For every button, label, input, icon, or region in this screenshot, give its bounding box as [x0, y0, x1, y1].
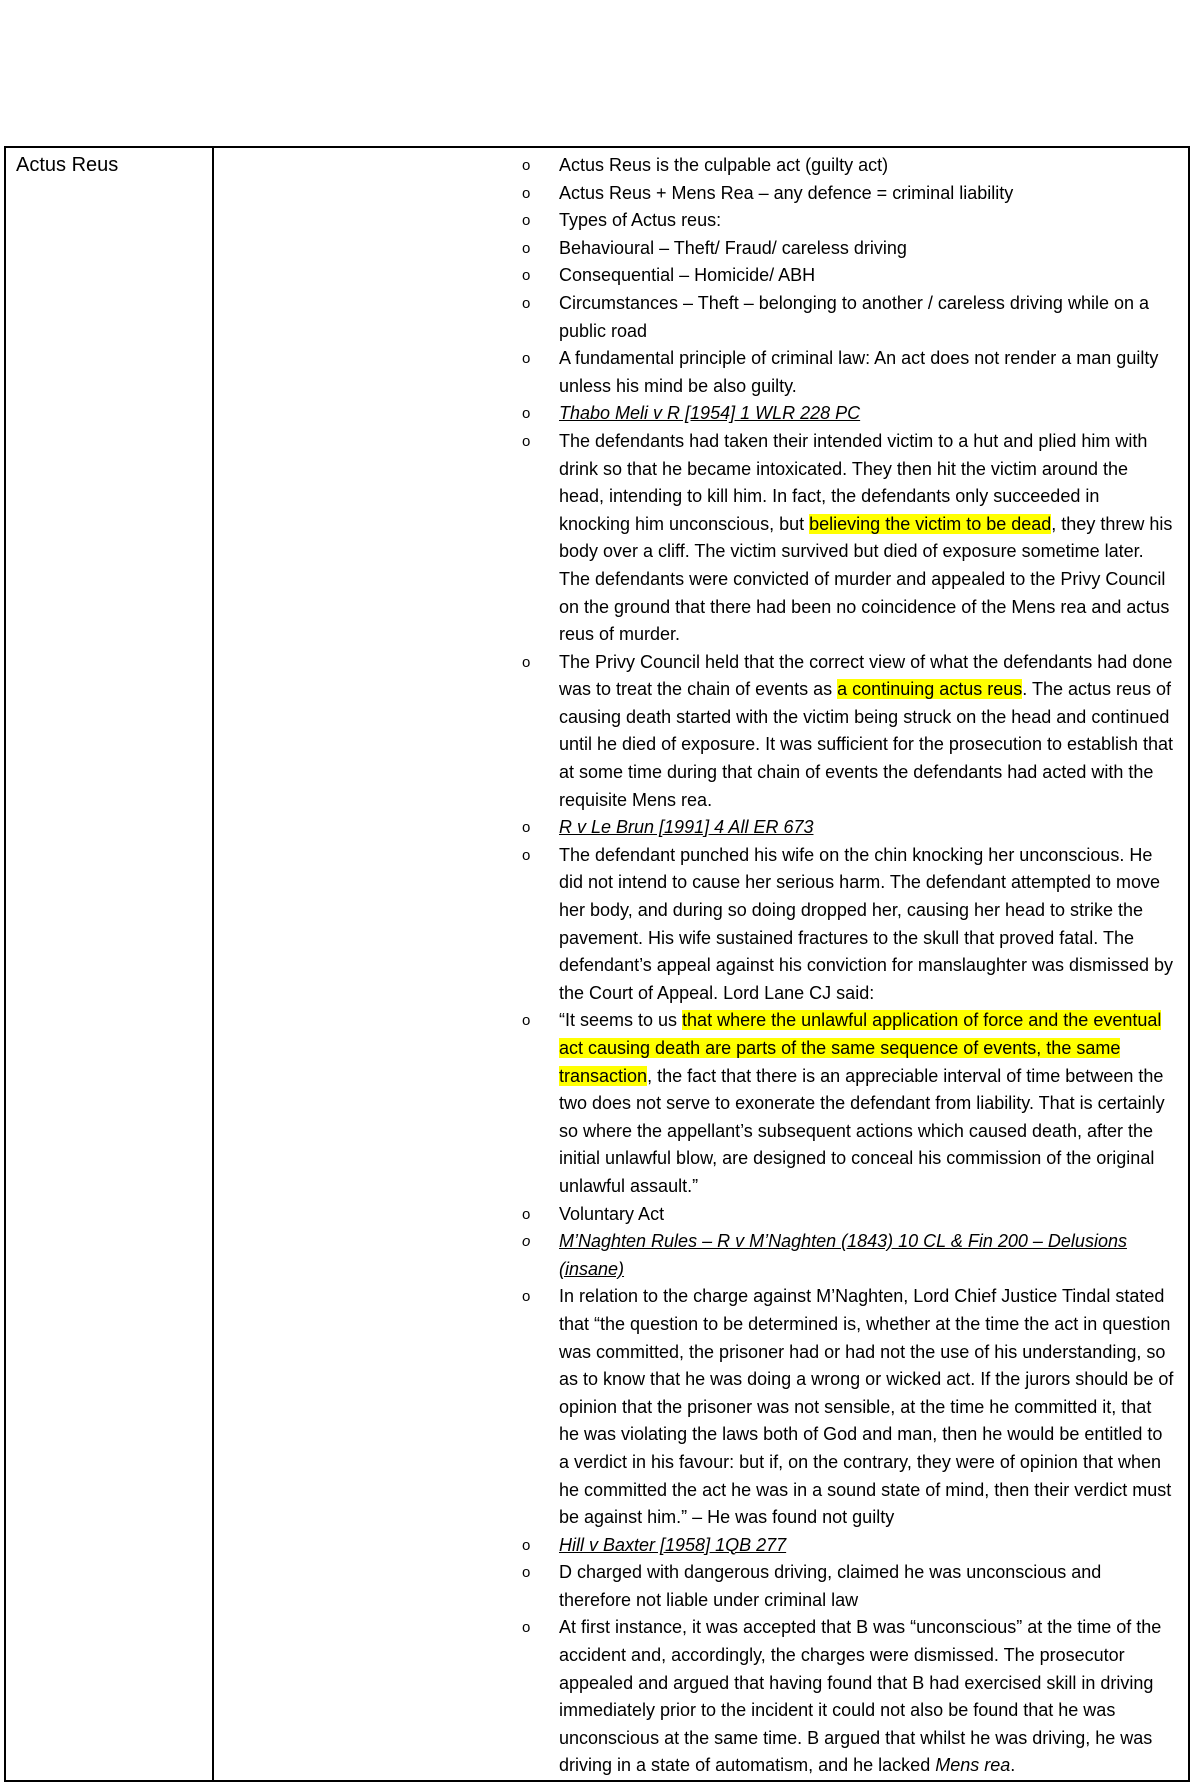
list-item: [214, 1614, 1174, 1780]
bullet-icon: o: [522, 157, 531, 174]
list-item: [214, 152, 1174, 180]
bullet-icon: o: [522, 819, 531, 837]
case-citation: M’Naghten Rules – R v M’Naghten (1843) 10 CL & Fin 200 – Delusions (insane): [559, 1231, 1127, 1279]
case-citation: R v Le Brun [1991] 4 All ER 673: [559, 817, 814, 838]
highlighted-text: believing the victim to be dead: [809, 513, 1052, 534]
list-item: [214, 1283, 1174, 1531]
item-text: Types of Actus reus:: [559, 210, 722, 231]
bullet-icon: o: [522, 239, 531, 257]
highlighted-text: a continuing actus reus: [837, 679, 1023, 700]
bullet-icon: o: [522, 267, 531, 285]
item-text: Actus Reus + Mens Rea – any defence = criminal liability: [559, 182, 1014, 203]
notes-table: [4, 146, 1190, 1782]
list-item: [214, 207, 1174, 235]
term-label: Actus Reus: [16, 154, 119, 176]
item-text: “It seems to us: [559, 1010, 683, 1031]
bullet-icon: o: [522, 1288, 531, 1306]
bullet-icon: o: [522, 1536, 531, 1554]
case-citation: Hill v Baxter [1958] 1QB 277: [559, 1534, 787, 1555]
case-citation: Thabo Meli v R [1954] 1 WLR 228 PC: [559, 403, 861, 424]
bullet-icon: o: [522, 432, 531, 450]
list-item: [214, 1007, 1174, 1200]
case-citation-item: [214, 1532, 1174, 1560]
table-row: [5, 147, 1189, 1781]
bullet-icon: o: [522, 294, 531, 312]
bullet-icon: o: [522, 1564, 531, 1582]
bullet-icon: o: [522, 1619, 531, 1637]
item-text: In relation to the charge against M’Naghten, Lord Chief Justice Tindal stated that “the question to be determined is, whether at the time the act in question was committed, the prisoner had or had not the use of his understanding, so as to know that he was doing a wrong or wicked act. If the jurors should be of opinion that the prisoner was not sensible, at the time he committed it, that he was violating the laws both of God and man, then he would be entitled to a verdict in his favour: but if, on the contrary, they were of opinion that when he committed the act he was in a sound state of mind, then their verdict must be against him.” – He was found not guilty: [559, 1286, 1174, 1528]
case-citation-item: [214, 400, 1174, 428]
item-text: Consequential – Homicide/ ABH: [559, 265, 816, 286]
bullet-icon: o: [522, 1205, 531, 1223]
item-text: The defendant punched his wife on the chin knocking her unconscious. He did not intend to cause her serious harm. The defendant attempted to move her body, and during so doing dropped her, causing her head to strike the pavement. His wife sustained fractures to the skull that proved fatal. The defendant’s appeal against his conviction for manslaughter was dismissed by the Court of Appeal. Lord Lane CJ said:: [559, 844, 1174, 1003]
bullet-icon: o: [522, 212, 531, 230]
bullet-icon: o: [522, 1012, 531, 1030]
item-text: The defendants had taken their intended victim to a hut and plied him with drink so that he became intoxicated. They then hit the victim around the head, intending to kill him. In fact, the defendants only succeeded in knocking him unconscious, but: [559, 430, 1148, 534]
list-item: [214, 345, 1174, 400]
list-item: [214, 842, 1174, 1008]
item-text: D charged with dangerous driving, claimed he was unconscious and therefore not liable under criminal law: [559, 1562, 1102, 1610]
case-citation-item: [214, 1228, 1174, 1283]
item-text: . The actus reus of causing death started with the victim being struck on the head and continued until he died of exposure. It was sufficient for the prosecution to establish that at some time during that chain of events the defendants had acted with the requisite Mens rea.: [559, 679, 1174, 810]
item-text: , they threw his body over a cliff. The victim survived but died of exposure sometime later. The defendants were convicted of murder and appealed to the Privy Council on the ground that there had been no coincidence of the Mens rea and actus reus of murder.: [559, 513, 1173, 645]
notes-list: [214, 152, 1174, 1780]
bullet-icon: o: [522, 653, 531, 671]
bullet-icon: o: [522, 350, 531, 368]
list-item: [214, 1201, 1174, 1229]
term-cell: [5, 147, 213, 1781]
item-text: Behavioural – Theft/ Fraud/ careless driving: [559, 237, 907, 258]
item-text: A fundamental principle of criminal law: An act does not render a man guilty unless his mind be also guilty.: [559, 348, 1159, 396]
case-citation-item: [214, 814, 1174, 842]
item-text: Voluntary Act: [559, 1203, 665, 1224]
list-item: [214, 290, 1174, 345]
item-text: Circumstances – Theft – belonging to another / careless driving while on a public road: [559, 292, 1149, 341]
list-item: [214, 262, 1174, 290]
list-item: [214, 649, 1174, 815]
bullet-icon: o: [522, 846, 531, 864]
item-text: At first instance, it was accepted that B was “unconscious” at the time of the accident and, accordingly, the charges were dismissed. The prosecutor appealed and argued that having found that B had exercised skill in driving immediately prior to the incident it could not also be found that he was unconscious at the same time. B argued that whilst he was driving, he was driving in a state of automatism, and he lacked: [559, 1617, 1162, 1776]
bullet-icon: o: [522, 405, 531, 423]
content-cell: [213, 147, 1189, 1781]
highlighted-text: that where the unlawful application of force and the eventual act causing death are parts of the same sequence of events, the same transaction: [559, 1010, 1162, 1086]
bullet-icon: o: [522, 1233, 531, 1251]
item-text: The Privy Council held that the correct view of what the defendants had done was to treat the chain of events as: [559, 651, 1173, 700]
list-item: [214, 180, 1174, 208]
list-item: [214, 428, 1174, 649]
list-item: [214, 1559, 1174, 1614]
list-item: [214, 235, 1174, 263]
italic-text: Mens rea: [935, 1755, 1011, 1776]
item-text: , the fact that there is an appreciable interval of time between the two does not serve to exonerate the defendant from liability. That is certainly so where the appellant’s subsequent actions which caused death, after the initial unlawful blow, are designed to conceal his commission of the original unlawful assault.”: [559, 1065, 1165, 1196]
item-text: .: [1010, 1755, 1016, 1776]
bullet-icon: o: [522, 184, 531, 202]
item-text: Actus Reus is the culpable act (guilty act): [559, 155, 889, 175]
